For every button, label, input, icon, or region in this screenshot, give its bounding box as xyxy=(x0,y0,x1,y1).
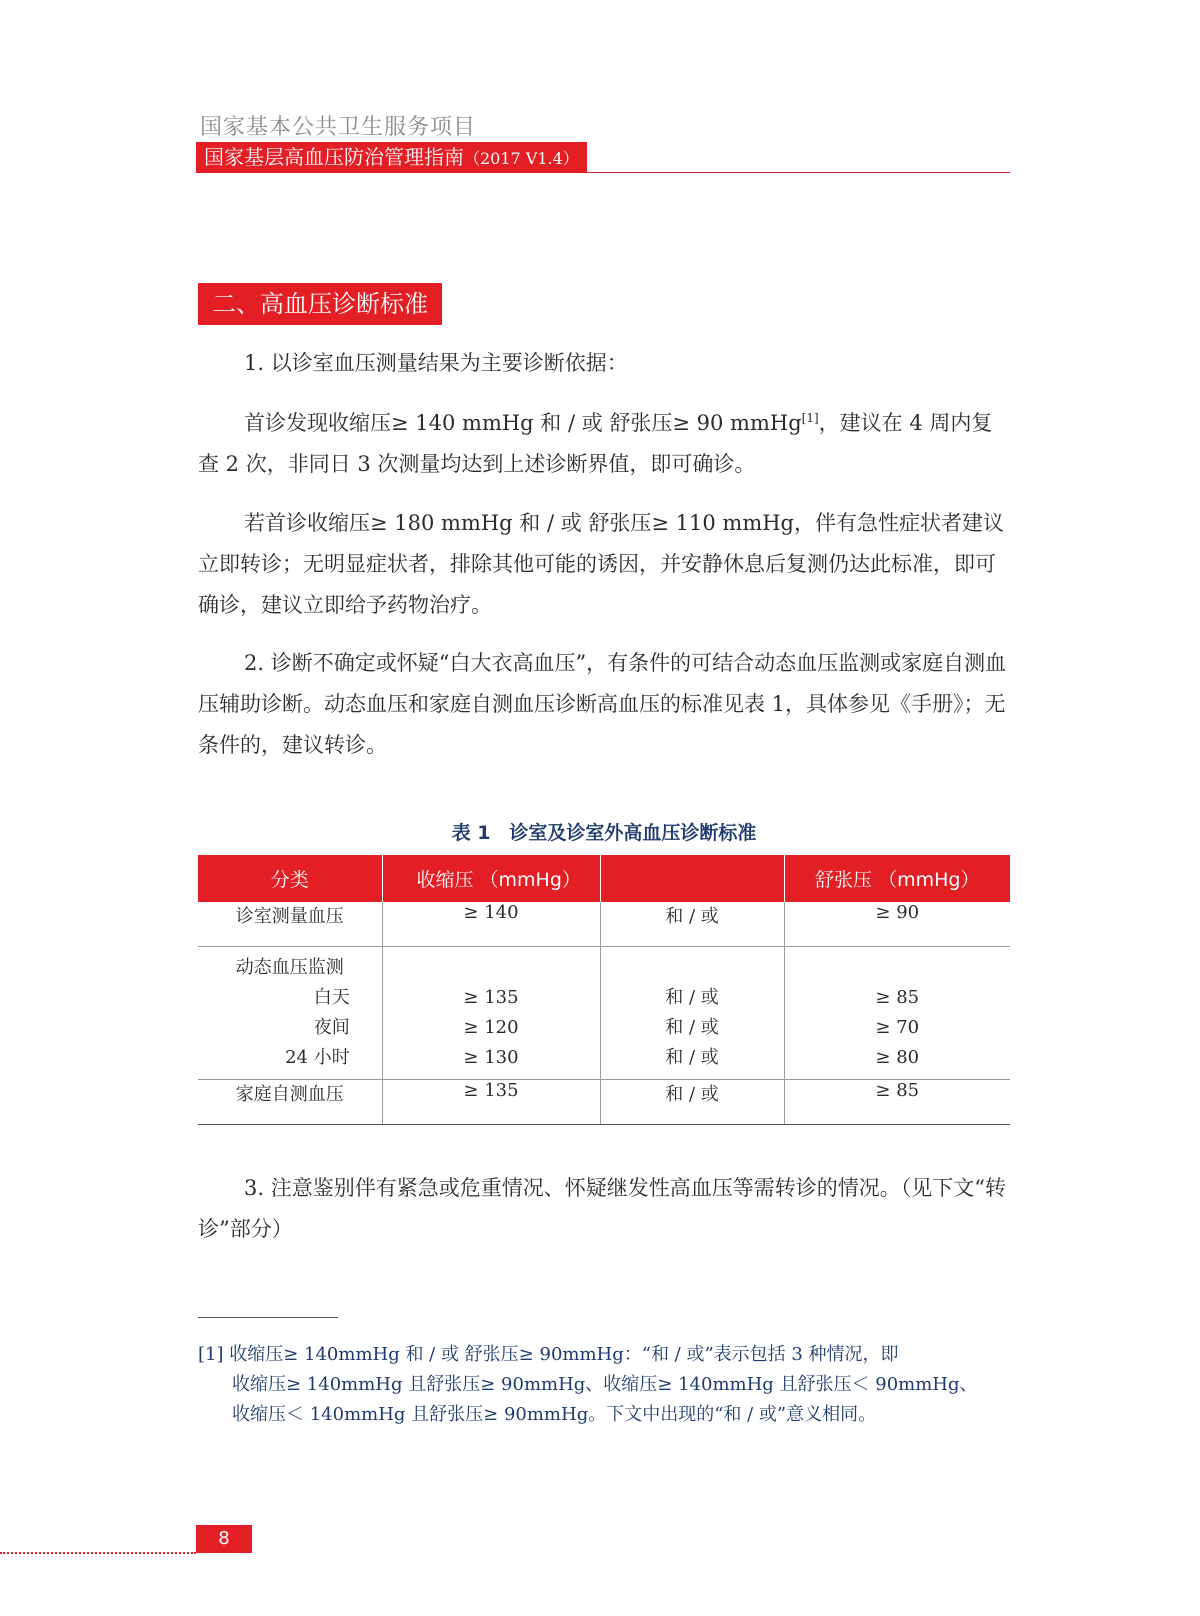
cell-label: 家庭自测血压 xyxy=(198,1080,382,1125)
paragraph-4: 2. 诊断不确定或怀疑“白大衣高血压”，有条件的可结合动态血压监测或家庭自测血压辅助诊断。动态血压和家庭自测血压诊断高血压的标准见表 1，具体参见《手册》；无条件的，建议转诊。 xyxy=(198,651,1007,757)
paragraph-2-pre: 首诊发现收缩压≥ 140 mmHg 和 / 或 舒张压≥ 90 mmHg xyxy=(244,411,802,435)
cell-conj: 和 / 或 xyxy=(600,1080,784,1125)
cell-sbp-group xyxy=(382,947,600,1080)
cell-dbp: ≥ 85 xyxy=(784,1080,1010,1125)
footnote-divider xyxy=(198,1317,338,1318)
cell-sbp: ≥ 140 xyxy=(382,902,600,947)
paragraph-2 xyxy=(198,403,1010,485)
section-title: 二、高血压诊断标准 xyxy=(198,283,442,325)
header-sbp: 收缩压 （mmHg） xyxy=(382,855,600,902)
diagnosis-table xyxy=(198,855,1010,1125)
footnote-line-1: [1] 收缩压≥ 140mmHg 和 / 或 舒张压≥ 90mmHg：“和 / 或”表示包括 3 种情况，即 xyxy=(198,1344,899,1365)
table-caption: 表 1 诊室及诊室外高血压诊断标准 xyxy=(451,822,757,844)
header-conj xyxy=(600,855,784,902)
cell-conj: 和 / 或 xyxy=(665,1047,719,1068)
cell-conj: 和 / 或 xyxy=(665,1017,719,1038)
cell-sbp: ≥ 120 xyxy=(463,1017,519,1038)
cell-label: 诊室测量血压 xyxy=(198,902,382,947)
guide-version: （2017 V1.4） xyxy=(464,149,579,168)
footnote-line-2: 收缩压≥ 140mmHg 且舒张压≥ 90mmHg、收缩压≥ 140mmHg 且舒张压＜ 90mmHg、 xyxy=(232,1374,978,1395)
cell-dbp: ≥ 85 xyxy=(875,987,920,1008)
header-dbp: 舒张压 （mmHg） xyxy=(784,855,1010,902)
guide-title-band xyxy=(196,142,587,172)
header-divider xyxy=(196,172,1010,173)
paragraph-5: 3. 注意鉴别伴有紧急或危重情况、怀疑继发性高血压等需转诊的情况。（见下文“转诊”部分） xyxy=(198,1176,1006,1241)
cell-sbp: ≥ 135 xyxy=(463,987,519,1008)
cell-sublabel: 白天 xyxy=(313,987,350,1008)
cell-dbp-group xyxy=(784,947,1010,1080)
cell-conj-group xyxy=(600,947,784,1080)
footnote-ref: [1] xyxy=(801,411,819,425)
cell-sbp: ≥ 135 xyxy=(382,1080,600,1125)
cell-conj: 和 / 或 xyxy=(600,902,784,947)
page-number: 8 xyxy=(196,1525,252,1553)
page-dotted-rule xyxy=(0,1552,196,1554)
cell-conj: 和 / 或 xyxy=(665,987,719,1008)
paragraph-3: 若首诊收缩压≥ 180 mmHg 和 / 或 舒张压≥ 110 mmHg，伴有急性症状者建议立即转诊；无明显症状者，排除其他可能的诱因，并安静休息后复测仍达此标准，即可确诊，建议立即给予药物治疗。 xyxy=(198,511,1004,617)
cell-label: 动态血压监测 xyxy=(235,957,344,978)
footnote-line-3: 收缩压＜ 140mmHg 且舒张压≥ 90mmHg。下文中出现的“和 / 或”意义相同。 xyxy=(232,1404,877,1425)
cell-sbp: ≥ 130 xyxy=(463,1047,519,1068)
cell-dbp: ≥ 90 xyxy=(784,902,1010,947)
table-header-row xyxy=(198,855,1010,902)
table-row xyxy=(198,902,1010,947)
cell-dbp: ≥ 70 xyxy=(875,1017,920,1038)
cell-sublabel: 夜间 xyxy=(313,1017,350,1038)
cell-dbp: ≥ 80 xyxy=(875,1047,920,1068)
table-row xyxy=(198,1080,1010,1125)
header-category: 分类 xyxy=(198,855,382,902)
cell-sublabel: 24 小时 xyxy=(285,1047,350,1068)
paragraph-1: 1. 以诊室血压测量结果为主要诊断依据： xyxy=(244,351,628,375)
footnote xyxy=(198,1340,1010,1430)
table-row xyxy=(198,947,1010,1080)
cell-label-group xyxy=(198,947,382,1080)
project-header: 国家基本公共卫生服务项目 xyxy=(200,115,477,140)
guide-title: 国家基层高血压防治管理指南 xyxy=(204,145,464,169)
paragraph-2-post: ，建议在 4 周内复查 2 次，非同日 3 次测量均达到上述诊断界值，即可确诊。 xyxy=(198,411,993,476)
